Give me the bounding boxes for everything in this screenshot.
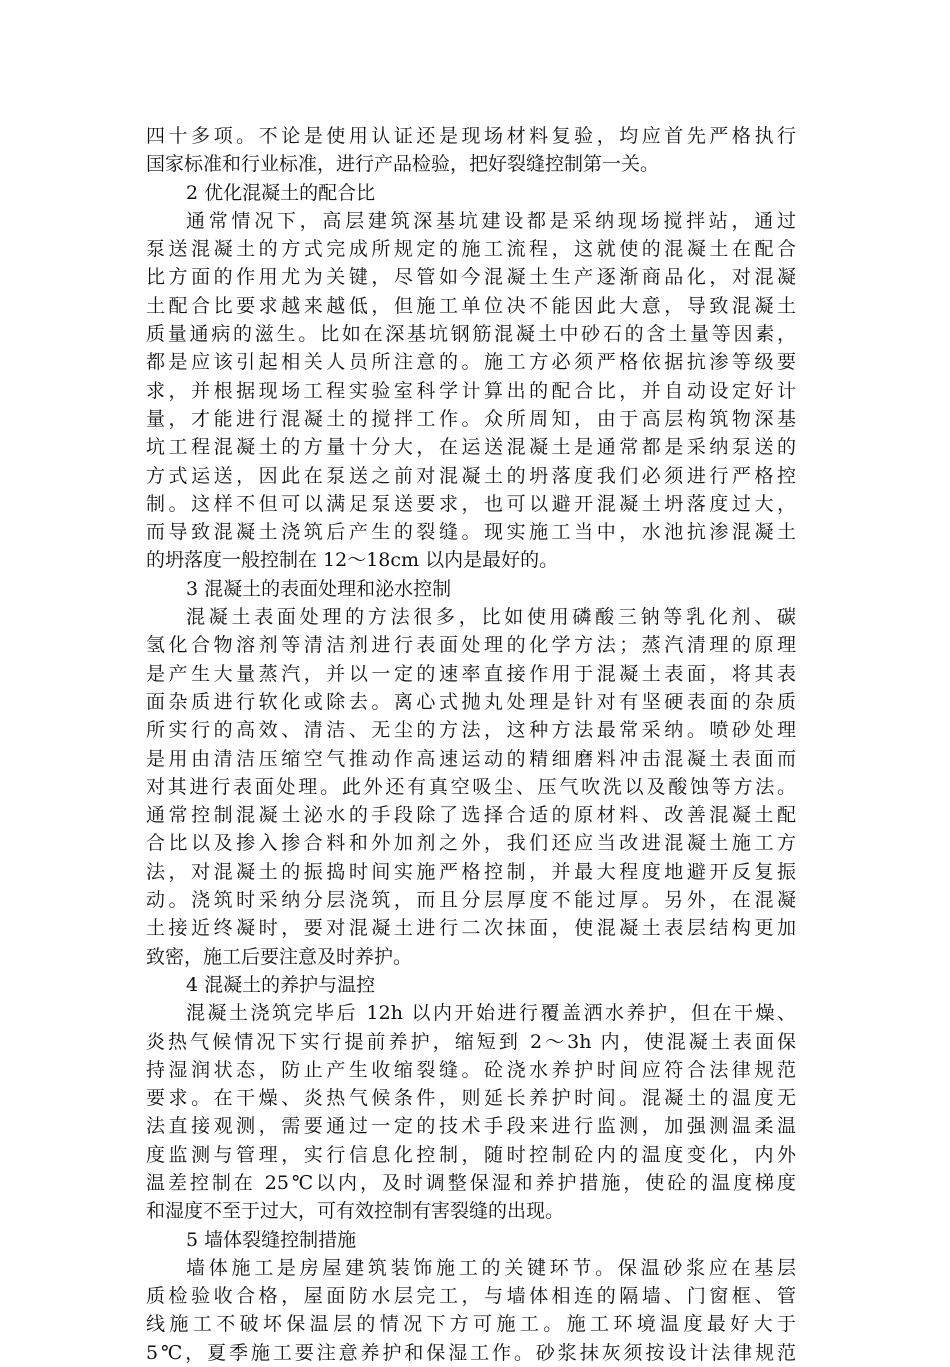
paragraph-line: 所实行的高效、清洁、无尘的方法，这种方法最常采纳。喷砂处理 — [146, 719, 796, 742]
paragraph-line: 质检验收合格，屋面防水层完工，与墙体相连的隔墙、门窗框、管 — [146, 1285, 796, 1308]
paragraph-line: 温差控制在 25℃以内，及时调整保湿和养护措施，使砼的温度梯度 — [146, 1171, 796, 1194]
paragraph-line: 泵送混凝土的方式完成所规定的施工流程，这就使的混凝土在配合 — [146, 238, 796, 261]
paragraph-line: 土配合比要求越来越低，但施工单位决不能因此大意，导致混凝土 — [146, 294, 796, 317]
section-heading: 4 混凝土的养护与温控 — [186, 973, 376, 996]
paragraph-line: 国家标准和行业标准，进行产品检验，把好裂缝控制第一关。 — [146, 153, 660, 176]
section-heading: 2 优化混凝土的配合比 — [186, 181, 376, 204]
paragraph-line: 和湿度不至于过大，可有效控制有害裂缝的出现。 — [146, 1200, 565, 1223]
paragraph-line: 炎热气候情况下实行提前养护，缩短到 2～3h 内，使混凝土表面保 — [146, 1030, 796, 1053]
paragraph-line: 是用由清洁压缩空气推动作高速运动的精细磨料冲击混凝土表面而 — [146, 747, 796, 770]
paragraph-line: 四十多项。不论是使用认证还是现场材料复验，均应首先严格执行 — [146, 125, 796, 147]
paragraph-line: 氢化合物溶剂等清洁剂进行表面处理的化学方法；蒸汽清理的原理 — [146, 634, 796, 657]
paragraph-line: 制。这样不但可以满足泵送要求，也可以避开混凝土坍落度过大， — [146, 492, 796, 515]
paragraph-line: 要求。在干燥、炎热气候条件，则延长养护时间。混凝土的温度无 — [146, 1087, 796, 1110]
paragraph-line: 质量通病的滋生。比如在深基坑钢筋混凝土中砂石的含土量等因素， — [146, 323, 796, 346]
document-body-text — [146, 122, 796, 1367]
paragraph-line: 5℃，夏季施工要注意养护和保湿工作。砂浆抹灰须按设计法律规范 — [146, 1341, 796, 1364]
section-heading: 5 墙体裂缝控制措施 — [186, 1228, 357, 1251]
paragraph-line: 土接近终凝时，要对混凝土进行二次抹面，使混凝土表层结构更加 — [146, 917, 796, 940]
paragraph-line: 求，并根据现场工程实验室科学计算出的配合比，并自动设定好计 — [146, 379, 796, 402]
paragraph-line: 量，才能进行混凝土的搅拌工作。众所周知，由于高层构筑物深基 — [146, 407, 796, 430]
paragraph-line: 持湿润状态，防止产生收缩裂缝。砼浇水养护时间应符合法律规范 — [146, 1058, 796, 1081]
paragraph-line: 面杂质进行软化或除去。离心式抛丸处理是针对有坚硬表面的杂质 — [146, 690, 796, 713]
paragraph-line: 通常控制混凝土泌水的手段除了选择合适的原材料、改善混凝土配 — [146, 804, 796, 827]
paragraph-line: 混凝土浇筑完毕后 12h 以内开始进行覆盖洒水养护，但在干燥、 — [186, 1002, 796, 1025]
paragraph-line: 墙体施工是房屋建筑装饰施工的关键环节。保温砂浆应在基层 — [186, 1256, 796, 1279]
paragraph-line: 线施工不破坏保温层的情况下方可施工。施工环境温度最好大于 — [146, 1313, 796, 1336]
paragraph-line: 而导致混凝土浇筑后产生的裂缝。现实施工当中，水池抗渗混凝土 — [146, 521, 796, 544]
paragraph-line: 是产生大量蒸汽，并以一定的速率直接作用于混凝土表面，将其表 — [146, 662, 796, 685]
paragraph-line: 法，对混凝土的振捣时间实施严格控制，并最大程度地避开反复振 — [146, 860, 796, 883]
paragraph-line: 比方面的作用尤为关键，尽管如今混凝土生产逐渐商品化，对混凝 — [146, 266, 796, 289]
paragraph-line: 合比以及掺入掺合料和外加剂之外，我们还应当改进混凝土施工方 — [146, 832, 796, 855]
paragraph-line: 度监测与管理，实行信息化控制，随时控制砼内的温度变化，内外 — [146, 1143, 796, 1166]
paragraph-line: 方式运送，因此在泵送之前对混凝土的坍落度我们必须进行严格控 — [146, 464, 796, 487]
paragraph-line: 致密，施工后要注意及时养护。 — [146, 945, 413, 968]
paragraph-line: 混凝土表面处理的方法很多，比如使用磷酸三钠等乳化剂、碳 — [186, 606, 796, 629]
paragraph-line: 的坍落度一般控制在 12～18cm 以内是最好的。 — [146, 549, 559, 572]
paragraph-line: 通常情况下，高层建筑深基坑建设都是采纳现场搅拌站，通过 — [186, 209, 796, 232]
paragraph-line: 法直接观测，需要通过一定的技术手段来进行监测，加强测温柔温 — [146, 1115, 796, 1138]
paragraph-line: 动。浇筑时采纳分层浇筑，而且分层厚度不能过厚。另外，在混凝 — [146, 889, 796, 912]
section-heading: 3 混凝土的表面处理和泌水控制 — [186, 577, 452, 600]
paragraph-line: 坑工程混凝土的方量十分大，在运送混凝土是通常都是采纳泵送的 — [146, 436, 796, 459]
paragraph-line: 对其进行表面处理。此外还有真空吸尘、压气吹洗以及酸蚀等方法。 — [146, 775, 796, 798]
paragraph-line: 都是应该引起相关人员所注意的。施工方必须严格依据抗渗等级要 — [146, 351, 796, 374]
